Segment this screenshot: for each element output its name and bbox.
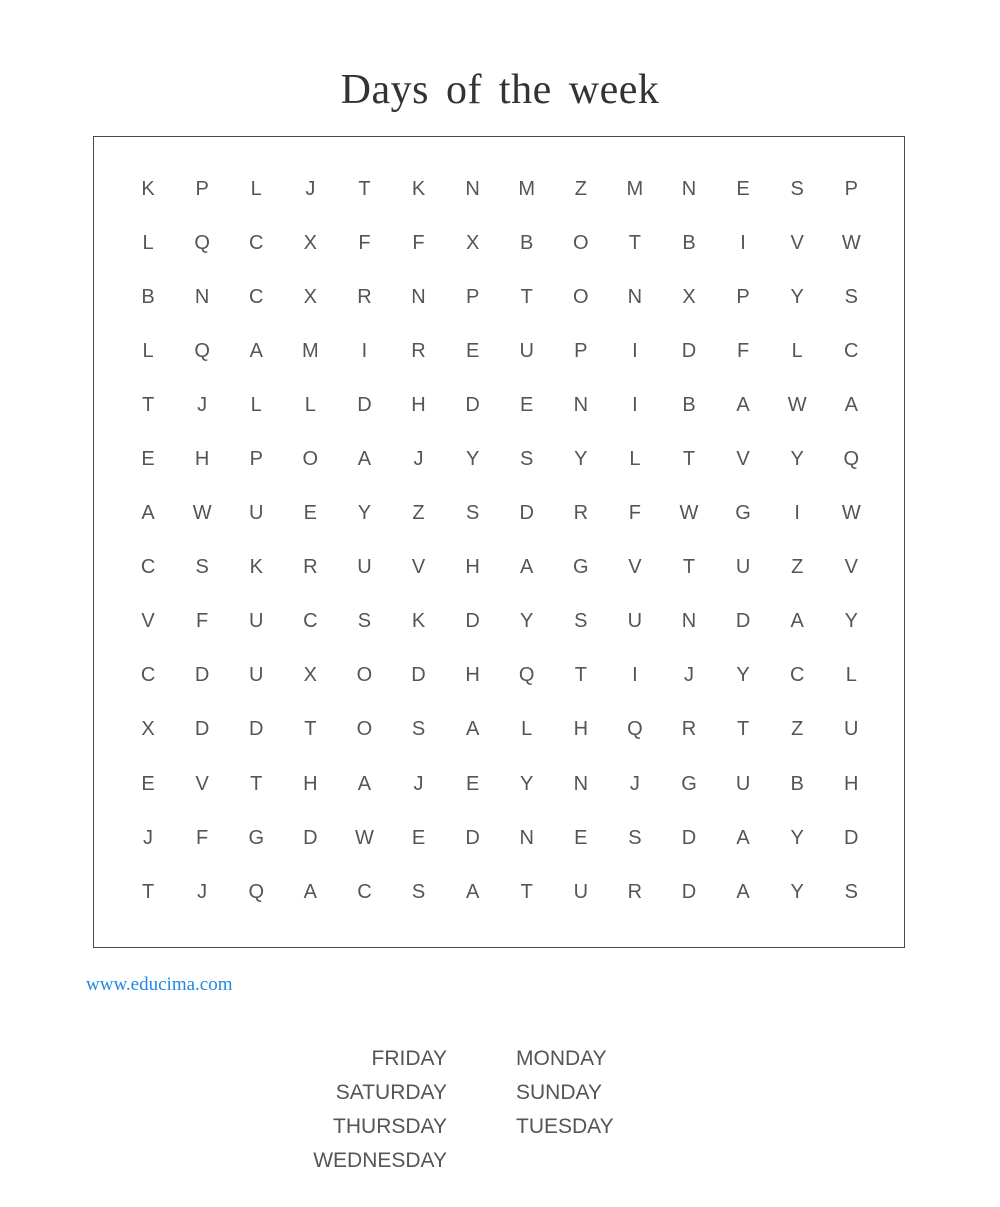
grid-letter[interactable]: U xyxy=(573,880,589,903)
grid-letter[interactable]: R xyxy=(357,285,372,308)
grid-letter[interactable]: L xyxy=(304,393,316,416)
grid-letter[interactable]: K xyxy=(411,177,426,200)
grid-letter[interactable]: L xyxy=(142,231,154,254)
word-list-item: FRIDAY xyxy=(371,1047,447,1070)
grid-letter[interactable]: C xyxy=(303,610,318,633)
word-list-item: THURSDAY xyxy=(333,1115,447,1138)
grid-letter[interactable]: F xyxy=(736,339,750,362)
grid-letter[interactable]: U xyxy=(844,718,859,741)
grid-letter[interactable]: I xyxy=(632,664,638,687)
grid-letter[interactable]: R xyxy=(681,718,697,741)
grid-letter[interactable]: A xyxy=(736,826,750,849)
grid-letter[interactable]: R xyxy=(627,880,643,903)
grid-letter[interactable]: W xyxy=(679,502,699,525)
grid-letter[interactable]: D xyxy=(249,718,264,741)
grid-letter[interactable]: E xyxy=(303,502,317,525)
grid-letter[interactable]: M xyxy=(518,177,536,200)
grid-letter[interactable]: Y xyxy=(736,664,750,687)
grid-letter[interactable]: W xyxy=(841,231,861,254)
grid-letter[interactable]: V xyxy=(195,772,209,795)
grid-letter[interactable]: P xyxy=(736,285,750,308)
grid-letter[interactable]: C xyxy=(789,664,805,687)
grid-letter[interactable]: J xyxy=(143,826,154,849)
grid-letter[interactable]: U xyxy=(735,772,751,795)
grid-letter[interactable]: Q xyxy=(843,448,860,471)
grid-letter[interactable]: D xyxy=(519,502,534,525)
grid-letter[interactable]: A xyxy=(465,718,480,741)
grid-letter[interactable]: G xyxy=(248,826,265,849)
grid-letter[interactable]: A xyxy=(249,339,263,362)
grid-letter[interactable]: S xyxy=(628,826,642,849)
grid-letter[interactable]: A xyxy=(736,880,750,903)
grid-letter[interactable]: T xyxy=(682,556,696,579)
grid-letter[interactable]: A xyxy=(465,880,480,903)
word-search-grid xyxy=(121,162,878,919)
word-list-item: SATURDAY xyxy=(335,1081,447,1104)
grid-letter[interactable]: F xyxy=(628,502,641,525)
grid-letter[interactable]: Q xyxy=(627,718,643,741)
website-link[interactable]: www.educima.com xyxy=(86,974,233,995)
grid-letter[interactable]: X xyxy=(303,231,317,254)
grid-letter[interactable]: C xyxy=(357,880,372,903)
grid-letter[interactable]: X xyxy=(465,231,480,254)
grid-letter[interactable]: J xyxy=(413,772,424,795)
grid-letter[interactable]: H xyxy=(465,664,480,687)
grid-letter[interactable]: S xyxy=(520,448,534,471)
grid-letter[interactable]: O xyxy=(356,718,373,741)
word-list-item: SUNDAY xyxy=(516,1081,602,1104)
grid-letter[interactable]: H xyxy=(844,772,859,795)
grid-letter[interactable]: V xyxy=(411,556,426,579)
grid-letter[interactable]: Y xyxy=(790,880,804,903)
grid-letter[interactable]: G xyxy=(573,556,589,579)
grid-letter[interactable]: D xyxy=(681,826,697,849)
word-list-right xyxy=(516,1042,614,1144)
grid-letter[interactable]: L xyxy=(250,393,262,416)
grid-letter[interactable]: H xyxy=(303,772,318,795)
grid-letter[interactable]: A xyxy=(520,556,534,579)
grid-letter[interactable]: M xyxy=(626,177,644,200)
grid-letter[interactable]: D xyxy=(735,610,751,633)
grid-letter[interactable]: R xyxy=(573,502,589,525)
grid-letter[interactable]: Y xyxy=(520,610,534,633)
grid-letter[interactable]: T xyxy=(358,177,371,200)
grid-letter[interactable]: N xyxy=(681,177,697,200)
grid-letter[interactable]: U xyxy=(735,556,751,579)
grid-letter[interactable]: R xyxy=(303,556,318,579)
grid-letter[interactable]: T xyxy=(141,880,155,903)
grid-letter[interactable]: T xyxy=(520,285,533,308)
grid-letter[interactable]: P xyxy=(249,448,263,471)
grid-letter[interactable]: L xyxy=(791,339,803,362)
grid-letter[interactable]: B xyxy=(682,231,696,254)
grid-letter[interactable]: I xyxy=(632,393,638,416)
grid-letter[interactable]: N xyxy=(627,285,643,308)
grid-letter[interactable]: Y xyxy=(520,772,534,795)
grid-letter[interactable]: V xyxy=(141,610,155,633)
grid-letter[interactable]: N xyxy=(681,610,697,633)
grid-letter[interactable]: B xyxy=(682,393,696,416)
grid-letter[interactable]: Q xyxy=(194,339,210,362)
grid-letter[interactable]: P xyxy=(574,339,588,362)
grid-letter[interactable]: V xyxy=(844,556,858,579)
grid-letter[interactable]: D xyxy=(465,610,480,633)
grid-letter[interactable]: S xyxy=(357,610,372,633)
grid-letter[interactable]: L xyxy=(629,448,641,471)
grid-letter[interactable]: A xyxy=(303,880,317,903)
grid-letter[interactable]: T xyxy=(520,880,533,903)
grid-letter[interactable]: V xyxy=(736,448,750,471)
grid-letter[interactable]: T xyxy=(304,718,317,741)
grid-letter[interactable]: Y xyxy=(844,610,858,633)
word-list-item: WEDNESDAY xyxy=(313,1149,447,1172)
grid-letter[interactable]: N xyxy=(519,826,534,849)
word-list-left xyxy=(313,1042,447,1178)
grid-letter[interactable]: E xyxy=(574,826,588,849)
grid-letter[interactable]: A xyxy=(357,772,372,795)
grid-letter[interactable]: C xyxy=(844,339,859,362)
grid-letter[interactable]: Y xyxy=(465,448,480,471)
grid-letter[interactable]: W xyxy=(841,502,861,525)
grid-letter[interactable]: Y xyxy=(357,502,372,525)
grid-letter[interactable]: V xyxy=(790,231,804,254)
grid-letter[interactable]: N xyxy=(573,393,589,416)
grid-letter[interactable]: S xyxy=(195,556,209,579)
grid-letter[interactable]: H xyxy=(573,718,589,741)
grid-letter[interactable]: A xyxy=(357,448,372,471)
grid-letter[interactable]: S xyxy=(574,610,588,633)
grid-letter[interactable]: P xyxy=(465,285,480,308)
grid-letter[interactable]: S xyxy=(411,718,426,741)
grid-letter[interactable]: S xyxy=(844,880,858,903)
grid-letter[interactable]: S xyxy=(844,285,858,308)
grid-letter[interactable]: A xyxy=(141,502,155,525)
grid-letter[interactable]: T xyxy=(628,231,641,254)
grid-letter[interactable]: D xyxy=(194,718,210,741)
grid-letter[interactable]: A xyxy=(736,393,750,416)
grid-letter[interactable]: V xyxy=(628,556,642,579)
grid-letter[interactable]: K xyxy=(411,610,426,633)
grid-letter[interactable]: I xyxy=(740,231,746,254)
grid-letter[interactable]: R xyxy=(411,339,426,362)
grid-letter[interactable]: H xyxy=(465,556,480,579)
grid-letter[interactable]: J xyxy=(305,177,316,200)
grid-letter[interactable]: X xyxy=(682,285,696,308)
grid-letter[interactable]: U xyxy=(627,610,643,633)
grid-letter[interactable]: D xyxy=(465,393,480,416)
grid-letter[interactable]: L xyxy=(250,177,262,200)
grid-letter[interactable]: N xyxy=(194,285,210,308)
grid-letter[interactable]: E xyxy=(141,772,155,795)
grid-letter[interactable]: C xyxy=(249,285,264,308)
grid-letter[interactable]: L xyxy=(142,339,154,362)
grid-letter[interactable]: D xyxy=(844,826,859,849)
grid-letter[interactable]: S xyxy=(411,880,426,903)
grid-letter[interactable]: Q xyxy=(518,664,535,687)
grid-letter[interactable]: Y xyxy=(574,448,588,471)
grid-letter[interactable]: W xyxy=(192,502,212,525)
grid-letter[interactable]: I xyxy=(794,502,800,525)
grid-letter[interactable]: L xyxy=(521,718,533,741)
grid-letter[interactable]: D xyxy=(411,664,426,687)
grid-letter[interactable]: T xyxy=(574,664,587,687)
grid-letter[interactable]: F xyxy=(196,610,209,633)
grid-letter[interactable]: B xyxy=(790,772,804,795)
grid-letter[interactable]: H xyxy=(194,448,210,471)
grid-letter[interactable]: J xyxy=(197,880,208,903)
grid-letter[interactable]: D xyxy=(357,393,372,416)
grid-letter[interactable]: C xyxy=(140,556,156,579)
grid-letter[interactable]: D xyxy=(303,826,318,849)
grid-letter[interactable]: Z xyxy=(574,177,587,200)
page-title: Days of the week xyxy=(340,67,660,113)
grid-letter[interactable]: B xyxy=(141,285,155,308)
grid-letter[interactable]: X xyxy=(303,285,317,308)
grid-letter[interactable]: O xyxy=(356,664,373,687)
word-list-item: MONDAY xyxy=(516,1047,607,1070)
grid-letter[interactable]: E xyxy=(465,772,480,795)
grid-letter[interactable]: M xyxy=(301,339,319,362)
grid-letter[interactable]: H xyxy=(411,393,426,416)
grid-letter[interactable]: X xyxy=(141,718,155,741)
grid-letter[interactable]: I xyxy=(632,339,638,362)
grid-letter[interactable]: J xyxy=(413,448,424,471)
grid-letter[interactable]: W xyxy=(354,826,374,849)
grid-letter[interactable]: G xyxy=(735,502,751,525)
grid-letter[interactable]: E xyxy=(520,393,534,416)
grid-letter[interactable]: S xyxy=(790,177,804,200)
grid-letter[interactable]: N xyxy=(465,177,480,200)
grid-letter[interactable]: O xyxy=(302,448,319,471)
grid-letter[interactable]: T xyxy=(736,718,750,741)
grid-letter[interactable]: N xyxy=(411,285,426,308)
grid-letter[interactable]: Z xyxy=(791,718,804,741)
grid-letter[interactable]: Q xyxy=(194,231,210,254)
grid-letter[interactable]: I xyxy=(361,339,368,362)
grid-letter[interactable]: L xyxy=(845,664,857,687)
grid-letter[interactable]: F xyxy=(196,826,209,849)
grid-letter[interactable]: B xyxy=(520,231,534,254)
grid-letter[interactable]: U xyxy=(249,664,264,687)
grid-letter[interactable]: Y xyxy=(790,826,804,849)
grid-letter[interactable]: N xyxy=(573,772,589,795)
grid-letter[interactable]: U xyxy=(357,556,372,579)
grid-letter[interactable]: A xyxy=(790,610,804,633)
grid-letter[interactable]: U xyxy=(519,339,534,362)
grid-letter[interactable]: C xyxy=(249,231,264,254)
grid-letter[interactable]: J xyxy=(683,664,694,687)
grid-letter[interactable]: J xyxy=(197,393,208,416)
grid-letter[interactable]: O xyxy=(573,285,589,308)
grid-letter[interactable]: Y xyxy=(790,285,804,308)
grid-letter[interactable]: Z xyxy=(412,502,425,525)
grid-letter[interactable]: Z xyxy=(791,556,804,579)
grid-letter[interactable]: E xyxy=(141,448,155,471)
grid-letter[interactable]: T xyxy=(250,772,263,795)
grid-letter[interactable]: D xyxy=(681,339,697,362)
grid-letter[interactable]: U xyxy=(249,502,264,525)
grid-letter[interactable]: P xyxy=(195,177,209,200)
grid-letter[interactable]: P xyxy=(844,177,858,200)
grid-letter[interactable]: F xyxy=(358,231,371,254)
grid-letter[interactable]: Q xyxy=(248,880,265,903)
grid-letter[interactable]: W xyxy=(787,393,807,416)
grid-letter[interactable]: T xyxy=(682,448,696,471)
grid-letter[interactable]: E xyxy=(465,339,480,362)
grid-letter[interactable]: D xyxy=(681,880,697,903)
grid-letter[interactable]: K xyxy=(141,177,155,200)
grid-letter[interactable]: Y xyxy=(790,448,804,471)
grid-letter[interactable]: C xyxy=(140,664,156,687)
grid-letter[interactable]: O xyxy=(573,231,589,254)
grid-letter[interactable]: S xyxy=(465,502,480,525)
grid-letter[interactable]: G xyxy=(681,772,697,795)
grid-letter[interactable]: D xyxy=(465,826,480,849)
grid-letter[interactable]: E xyxy=(411,826,426,849)
word-list-item: TUESDAY xyxy=(516,1115,614,1138)
grid-letter[interactable]: X xyxy=(303,664,317,687)
grid-letter[interactable]: A xyxy=(844,393,858,416)
grid-letter[interactable]: F xyxy=(412,231,425,254)
grid-letter[interactable]: E xyxy=(736,177,750,200)
grid-letter[interactable]: K xyxy=(249,556,263,579)
grid-letter[interactable]: D xyxy=(194,664,210,687)
grid-letter[interactable]: J xyxy=(629,772,640,795)
grid-letter[interactable]: T xyxy=(141,393,155,416)
grid-letter[interactable]: U xyxy=(249,610,264,633)
